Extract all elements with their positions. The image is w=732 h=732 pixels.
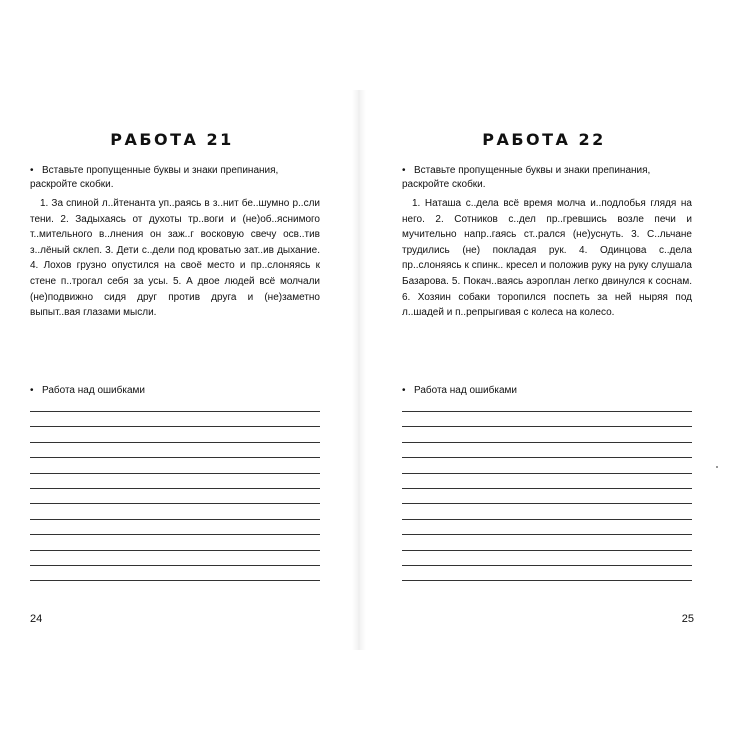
page-right xyxy=(394,0,694,732)
answer-line xyxy=(402,565,692,566)
answer-line xyxy=(30,426,320,427)
page-title: РАБОТА 21 xyxy=(110,130,234,149)
page-number: 25 xyxy=(681,613,694,625)
answer-line xyxy=(402,411,692,412)
answer-line xyxy=(402,426,692,427)
answer-line xyxy=(402,519,692,520)
answer-line xyxy=(402,503,692,504)
book-gutter xyxy=(352,90,366,650)
answer-line xyxy=(30,488,320,489)
answer-line xyxy=(30,550,320,551)
answer-line xyxy=(402,534,692,535)
answer-line xyxy=(30,565,320,566)
instruction xyxy=(402,164,692,192)
page-title: РАБОТА 22 xyxy=(482,130,606,149)
answer-line xyxy=(30,534,320,535)
answer-line xyxy=(402,488,692,489)
answer-line xyxy=(30,519,320,520)
answer-line xyxy=(402,550,692,551)
answer-line xyxy=(402,457,692,458)
answer-line xyxy=(30,457,320,458)
errors-label-text: Работа над ошибками xyxy=(42,385,145,396)
answer-line xyxy=(402,473,692,474)
bullet-icon: • xyxy=(402,385,406,396)
scan-speck xyxy=(716,466,718,468)
bullet-icon: • xyxy=(402,165,406,176)
page-number: 24 xyxy=(30,613,43,625)
errors-section-label xyxy=(30,384,145,398)
answer-line xyxy=(30,503,320,504)
answer-line xyxy=(402,580,692,581)
exercise-text: 1. Наташа с..дела всё время молча и..подлобья глядя на него. 2. Сотников с..дел пр..гревшись возле печи и мучительно напр..гаясь ст..рался (не)уснуть. 3. С..льчане трудились (не) покладая рук. 4. Одинцова с..дела пр..слоняясь к спинк.. кресел и положив руку на руку слушала Базарова. 5. Покач..ваясь аэроплан легко двинулся к соснам. 6. Хозяин собаки торопился поспеть за ней ныряя под л..шадей и п..репрыгивая с колеса на колесо. xyxy=(402,198,692,319)
bullet-icon: • xyxy=(30,385,34,396)
answer-line xyxy=(30,411,320,412)
answer-line xyxy=(30,442,320,443)
answer-line xyxy=(402,442,692,443)
answer-line xyxy=(30,473,320,474)
answer-lines xyxy=(30,411,320,596)
errors-label-text: Работа над ошибками xyxy=(414,385,517,396)
exercise-text: 1. За спиной л..йтенанта уп..раясь в з..нит бе..шумно р..сли тени. 2. Задыхаясь от духоты тр..воги и (не)об..яснимого т..мительного в..лнения он заж..г восковую свечу осв..тив з..лёный склеп. 3. Дети с..дели под кроватью зат..ив дыхание. 4. Лохов грузно опустился на своё место и пр..слоняясь к стене п..трогал себя за усы. 5. А двое людей всё молчали (не)подвижно сидя друг против друга и (не)заметно выпыт..вая глазами мысли. xyxy=(30,198,320,319)
instruction-text: Вставьте пропущенные буквы и знаки препинания, раскройте скобки. xyxy=(30,165,279,190)
errors-section-label xyxy=(402,384,517,398)
page-left xyxy=(22,0,322,732)
instruction-text: Вставьте пропущенные буквы и знаки препинания, раскройте скобки. xyxy=(402,165,651,190)
answer-line xyxy=(30,580,320,581)
bullet-icon: • xyxy=(30,165,34,176)
instruction xyxy=(30,164,320,192)
answer-lines xyxy=(402,411,692,596)
